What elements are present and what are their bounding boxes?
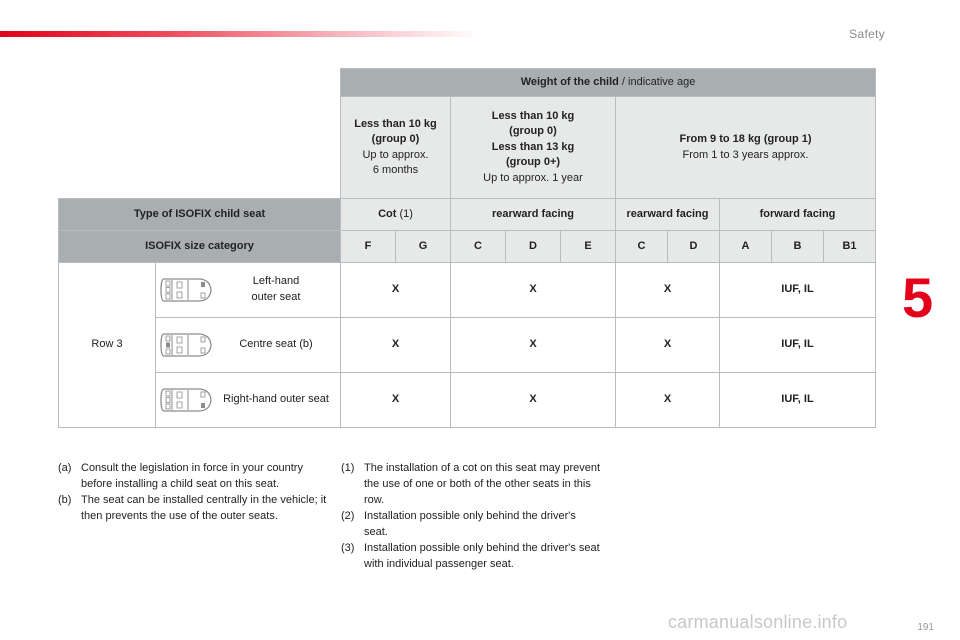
table-row (59, 263, 876, 318)
note-item (58, 492, 328, 524)
group-cell-cot (341, 97, 451, 199)
group-line: Less than 13 kg (491, 140, 575, 153)
value-cell: X (616, 318, 720, 373)
seat-cell (156, 318, 341, 373)
note-marker: (a) (58, 462, 72, 474)
size-cell: D (506, 231, 561, 263)
page-number: 191 (917, 622, 934, 633)
value-cell: X (451, 318, 616, 373)
note-marker: (b) (58, 494, 72, 506)
group-line: (group 0) (509, 125, 557, 138)
notes-right (341, 460, 601, 572)
value-cell: X (616, 263, 720, 318)
isofix-table (58, 68, 876, 428)
section-title: Safety (849, 27, 885, 41)
group-line: From 9 to 18 kg (group 1) (679, 133, 812, 146)
note-marker: (3) (341, 542, 355, 554)
note-text: Installation possible only behind the driver's seat with individual passenger seat. (364, 542, 600, 570)
value-cell: IUF, IL (720, 373, 876, 428)
type-bold: rearward facing (492, 207, 574, 220)
seat-cell (156, 373, 341, 428)
value-cell: X (341, 263, 451, 318)
size-label: ISOFIX size category (59, 231, 341, 263)
chapter-number: 5 (902, 266, 934, 329)
note-text: The seat can be installed centrally in the vehicle; it then prevents the use of the outer seats. (81, 494, 327, 522)
value-cell: X (616, 373, 720, 428)
note-text: Installation possible only behind the driver's seat. (364, 510, 576, 538)
group-line: (group 0+) (505, 156, 561, 169)
note-item (341, 508, 601, 540)
top-accent-bar (0, 31, 480, 37)
type-bold: rearward facing (626, 207, 709, 220)
value-cell: X (451, 263, 616, 318)
type-bold: forward facing (759, 207, 836, 220)
size-cell: B1 (824, 231, 876, 263)
note-item (58, 460, 328, 492)
note-text: Consult the legislation in force in your country before installing a child seat on this seat. (81, 462, 303, 490)
note-marker: (1) (341, 462, 355, 474)
seat-right-icon (158, 385, 214, 415)
value-cell: IUF, IL (720, 263, 876, 318)
value-cell: X (341, 373, 451, 428)
row-label: Row 3 (59, 263, 156, 428)
weight-header-bold: Weight of the child (520, 75, 619, 88)
note-item (341, 460, 601, 508)
size-cell: C (451, 231, 506, 263)
seat-name-line: Centre seat (b) (239, 338, 313, 351)
weight-header-normal: / indicative age (618, 75, 696, 88)
value-cell: X (451, 373, 616, 428)
value-cell: IUF, IL (720, 318, 876, 373)
group-line: From 1 to 3 years approx. (682, 148, 809, 161)
group-line: Less than 10 kg (491, 110, 575, 123)
note-marker: (2) (341, 510, 355, 522)
notes-left (58, 460, 328, 524)
seat-centre-icon (158, 330, 214, 360)
size-cell: G (396, 231, 451, 263)
type-cell (720, 199, 876, 231)
type-cell (616, 199, 720, 231)
type-label: Type of ISOFIX child seat (59, 199, 341, 231)
value-cell: X (341, 318, 451, 373)
note-text: The installation of a cot on this seat may prevent the use of one or both of the other seats in this row. (364, 462, 601, 506)
size-cell: F (341, 231, 396, 263)
type-cell (451, 199, 616, 231)
seat-name-line: outer seat (251, 291, 301, 303)
type-note: (1) (396, 207, 413, 220)
size-cell: A (720, 231, 772, 263)
seat-name-line: Right-hand outer seat (223, 393, 329, 406)
seat-name-line: Left-hand (252, 275, 300, 288)
group-line: (group 0) (371, 133, 420, 146)
size-cell: C (616, 231, 668, 263)
group-cell-group1 (616, 97, 876, 199)
weight-header (341, 69, 876, 97)
group-line: Less than 10 kg (354, 117, 437, 130)
seat-left-icon (158, 275, 214, 305)
table-row (59, 373, 876, 428)
watermark: carmanualsonline.info (668, 612, 848, 632)
type-cell (341, 199, 451, 231)
group-line: Up to approx. (362, 148, 429, 161)
note-item (341, 540, 601, 572)
table-row (59, 318, 876, 373)
group-cell-rearward-small (451, 97, 616, 199)
seat-cell (156, 263, 341, 318)
size-cell: E (561, 231, 616, 263)
group-line: Up to approx. 1 year (483, 171, 583, 184)
size-cell: B (772, 231, 824, 263)
group-line: 6 months (372, 163, 419, 176)
type-bold: Cot (378, 207, 397, 220)
size-cell: D (668, 231, 720, 263)
